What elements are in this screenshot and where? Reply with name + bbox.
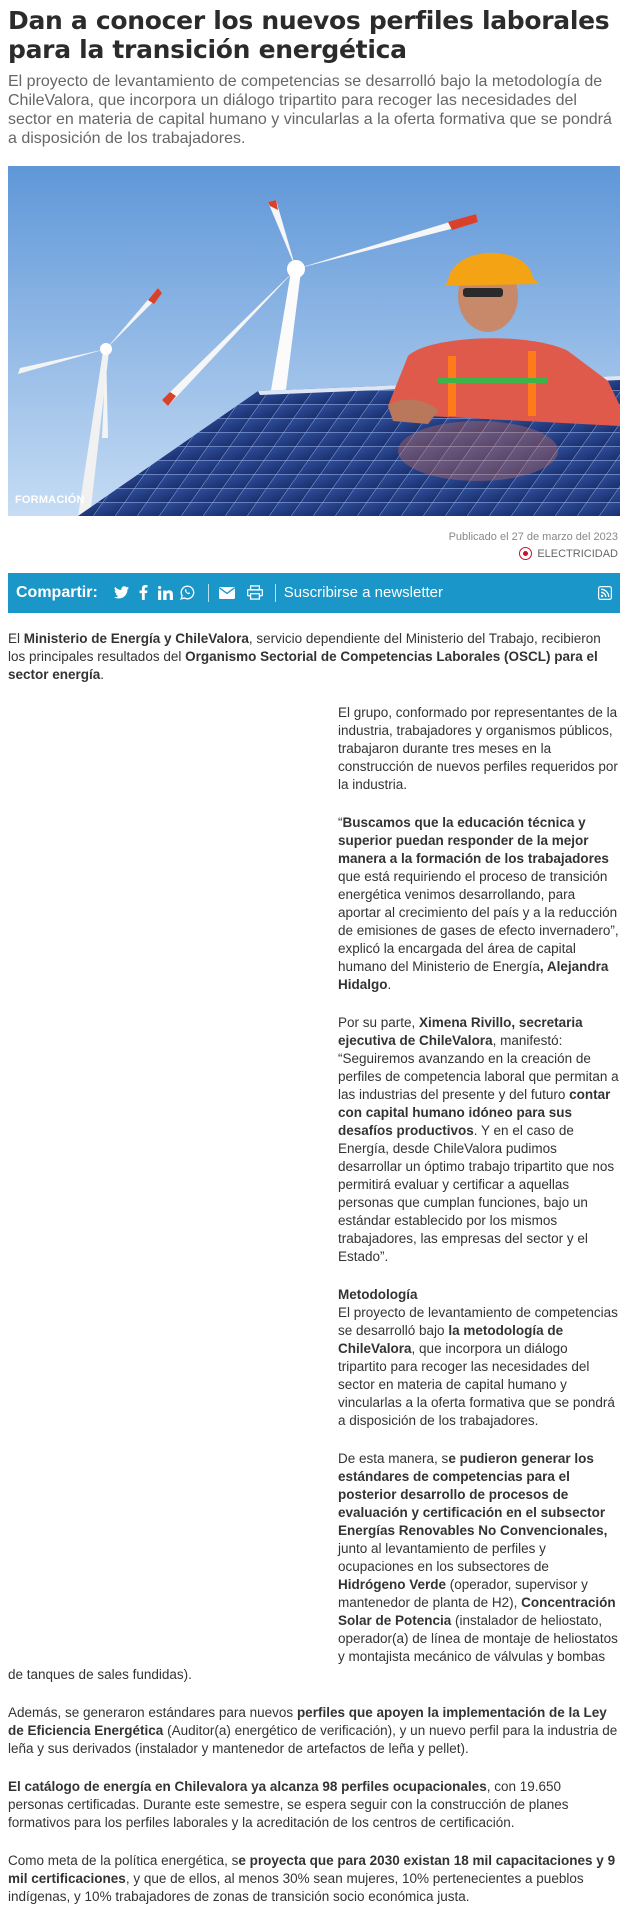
email-icon[interactable]: [217, 583, 237, 603]
article-body: [0, 613, 628, 1906]
publish-date: Publicado el 27 de marzo del 2023: [448, 531, 618, 543]
embedded-content-placeholder: [8, 704, 338, 1659]
newsletter-subscribe-link[interactable]: Suscribirse a newsletter: [283, 584, 444, 601]
print-icon[interactable]: [245, 583, 265, 603]
article-title: Dan a conocer los nuevos perfiles laborales para la transición energética: [8, 6, 610, 64]
divider: [208, 584, 209, 602]
paragraph-intro: El Ministerio de Energía y ChileValora, servicio dependiente del Ministerio del Trabajo, recibieron los principales resultados del Organismo Sectorial de Competencias Laborales (OSCL) para el sector energía.: [8, 630, 601, 682]
divider: [275, 584, 276, 602]
article-lead: El proyecto de levantamiento de competencias se desarrolló bajo la metodología de ChileValora, que incorpora un diálogo tripartito para recoger las necesidades del sector en materia de capital humano y vincularlas a la oferta formativa que se pondrá a disposición de los trabajadores.: [8, 73, 612, 147]
article-meta: [0, 529, 628, 562]
share-label: Compartir:: [16, 583, 98, 601]
paragraph-methodology: Metodología El proyecto de levantamiento de competencias se desarrolló bajo la metodología de ChileValora, que incorpora un diálogo tripartito para recoger las necesidades del sector en materia de capital humano y vincularlas a la oferta formativa que se pondrá a disposición de los trabajadores.: [338, 1286, 618, 1428]
paragraph-efficiency-law: Además, se generaron estándares para nuevos perfiles que apoyen la implementación de la Ley de Eficiencia Energética (Auditor(a) energético de verificación), y un nuevo perfil para la industria de leña y sus derivados (instalador y mantenedor de artefactos de leña y pellet).: [8, 1704, 618, 1756]
linkedin-icon[interactable]: [156, 583, 176, 603]
paragraph-catalog: El catálogo de energía en Chilevalora ya alcanza 98 perfiles ocupacionales, con 19.650 personas certificadas. Durante este semestre, se espera seguir con la construcción de planes formativos para los perfiles laborales y la acreditación de los centros de certificación.: [8, 1778, 569, 1830]
hero-image: [8, 166, 620, 516]
image-category-caption: FORMACIÓN: [15, 494, 85, 506]
whatsapp-icon[interactable]: [178, 583, 198, 603]
paragraph-goals: Como meta de la política energética, se proyecta que para 2030 existan 18 mil capacitaciones y 9 mil certificaciones, y que de ellos, al menos 30% sean mujeres, 10% pertenecientes a pueblos indígenas, y 10% trabajadores de zonas de transición socio económica justa.: [8, 1852, 616, 1904]
rss-icon[interactable]: [598, 586, 612, 600]
paragraph-quote-rivillo: Por su parte, Ximena Rivillo, secretaria ejecutiva de ChileValora, manifestó: “Seguiremos avanzando en la creación de perfiles de competencia laboral que permitan a las industrias del presente y del futuro contar con capital humano idóneo para sus desafíos productivos. Y en el caso de Energía, desde ChileValora pudimos desarrollar un óptimo trabajo tripartito que nos permitirá evaluar y certificar a aquellas personas que cumplan funciones, bajo un estándar establecido por los mismos trabajadores, las empresas del sector y el Estado”.: [338, 1014, 619, 1264]
twitter-icon[interactable]: [112, 583, 132, 603]
category-label: ELECTRICIDAD: [537, 547, 618, 560]
target-icon: [519, 547, 532, 560]
facebook-icon[interactable]: [134, 583, 154, 603]
category-tag[interactable]: [519, 546, 618, 562]
paragraph-quote-hidalgo: “Buscamos que la educación técnica y superior puedan responder de la mejor manera a la formación de los trabajadores que está requiriendo el proceso de transición energética venimos desarrollando, para aportar al crecimiento del país y a la reducción de emisiones de gases de efecto invernadero”, explicó la encargada del área de capital humano del Ministerio de Energía, Alejandra Hidalgo.: [338, 814, 619, 992]
section-heading: Metodología: [338, 1286, 418, 1302]
wind-solar-worker-illustration: [8, 166, 620, 516]
paragraph-group: El grupo, conformado por representantes de la industria, trabajadores y organismos públicos, trabajaron durante tres meses en la construcción de nuevos perfiles requeridos por la industria.: [338, 704, 618, 792]
share-bar: [8, 573, 620, 613]
paragraph-standards: De esta manera, se pudieron generar los estándares de competencias para el posterior desarrollo de procesos de evaluación y certificación en el subsector Energías Renovables No Convencionales, junto al levantamiento de perfiles y ocupaciones en los subsectores de Hidrógeno Verde (operador, supervisor y mantenedor de planta de H2), Concentración Solar de Potencia (instalador de heliostato, operador(a) de línea de montaje de heliostatos y montajista mecánico de válvulas y bombas de tanques de sales fundidas).: [8, 1450, 618, 1682]
